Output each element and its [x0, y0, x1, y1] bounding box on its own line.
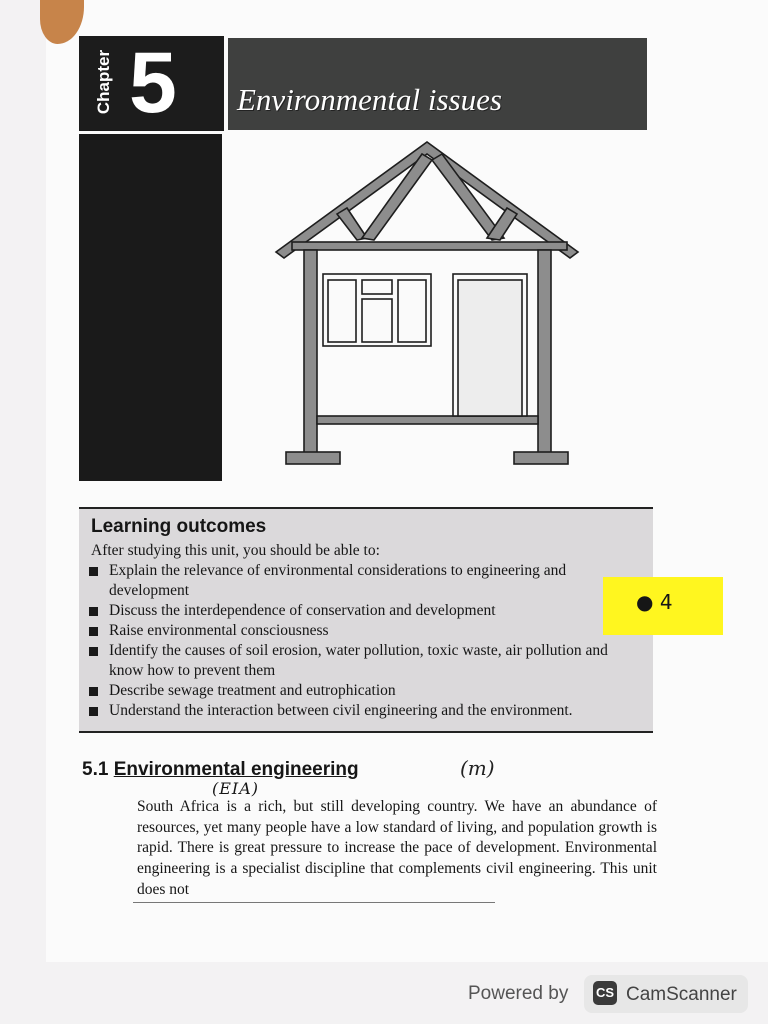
- chapter-title: Environmental issues: [237, 82, 502, 117]
- camscanner-name: CamScanner: [626, 984, 737, 1005]
- square-bullet-icon: [89, 567, 98, 576]
- section-title: Environmental engineering: [113, 759, 359, 780]
- margin-note: (m): [460, 756, 495, 780]
- list-item: Describe sewage treatment and eutrophication: [89, 681, 644, 701]
- list-item: Raise environmental consciousness: [89, 621, 644, 641]
- learning-outcomes-intro: After studying this unit, you should be able to:: [91, 542, 380, 559]
- square-bullet-icon: [89, 647, 98, 656]
- dark-side-panel: [79, 134, 222, 481]
- eia-note: (EIA): [212, 779, 260, 798]
- learning-outcomes-list: [89, 561, 644, 721]
- section-number: 5.1: [82, 759, 109, 780]
- chapter-title-bar: [228, 38, 647, 130]
- camscanner-badge: [584, 975, 748, 1013]
- list-item: Understand the interaction between civil engineering and the environment.: [89, 701, 644, 721]
- list-item: Explain the relevance of environmental considerations to engineering and development: [89, 561, 644, 601]
- chapter-label: Chapter: [94, 49, 113, 115]
- square-bullet-icon: [89, 687, 98, 696]
- section-heading: [82, 759, 359, 781]
- chapter-number: 5: [129, 35, 177, 131]
- square-bullet-icon: [89, 627, 98, 636]
- square-bullet-icon: [89, 707, 98, 716]
- list-item: Identify the causes of soil erosion, water pollution, toxic waste, air pollution and know how to prevent them: [89, 641, 644, 681]
- camscanner-icon: CS: [593, 981, 617, 1005]
- section-paragraph: South Africa is a rich, but still developing country. We have an abundance of resources, yet many people have a low standard of living, and population growth is rapid. There is great pressure to increase the pace of development. Environmental engineering is a specialist discipline that complements civil engineering. This unit does not: [137, 798, 657, 898]
- handwritten-mark: ● 4: [636, 590, 673, 614]
- learning-outcomes-box: [79, 507, 653, 733]
- powered-by-text: Powered by: [468, 983, 569, 1004]
- learning-outcomes-heading: Learning outcomes: [91, 516, 267, 537]
- list-item: Discuss the interdependence of conservation and development: [89, 601, 644, 621]
- square-bullet-icon: [89, 607, 98, 616]
- chapter-block: [79, 36, 224, 131]
- house-illustration: [222, 134, 647, 481]
- pen-underline: [133, 902, 495, 903]
